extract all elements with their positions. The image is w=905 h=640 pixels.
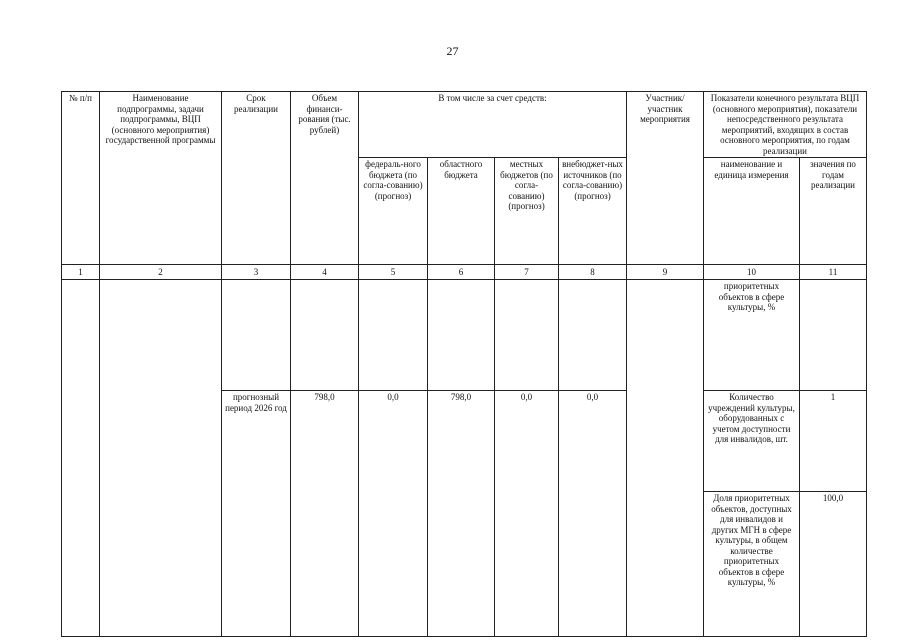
indicator-name-cell: Количество учреждений культуры, оборудованных с учетом доступности для инвалидов, шт. xyxy=(704,391,800,492)
column-number: 11 xyxy=(800,265,867,280)
indicator-name-cell: приоритетных объектов в сфере культуры, % xyxy=(704,280,800,391)
column-number: 1 xyxy=(62,265,100,280)
header-volume: Объем финанси-рования (тыс. рублей) xyxy=(291,92,359,265)
header-indicator-name: наименование и единица измерения xyxy=(704,158,800,265)
column-number: 6 xyxy=(428,265,495,280)
federal-cell xyxy=(359,280,428,391)
column-number: 7 xyxy=(495,265,559,280)
period-cell xyxy=(222,280,291,391)
header-local: местных бюджетов (по согла-сованию) (прогноз) xyxy=(495,158,559,265)
column-number: 2 xyxy=(100,265,222,280)
header-sources-group: В том числе за счет средств: xyxy=(359,92,627,158)
header-regional: областного бюджета xyxy=(428,158,495,265)
local-cell xyxy=(495,280,559,391)
regional-cell: 798,0 xyxy=(428,391,495,637)
local-cell: 0,0 xyxy=(495,391,559,637)
federal-cell: 0,0 xyxy=(359,391,428,637)
header-extrabudget: внебюджет-ных источников (по согла-сованию) (прогноз) xyxy=(559,158,627,265)
participant-cell xyxy=(627,280,704,637)
header-federal: федераль-ного бюджета (по согла-сованию) (прогноз) xyxy=(359,158,428,265)
volume-cell: 798,0 xyxy=(291,391,359,637)
column-number: 3 xyxy=(222,265,291,280)
page-number: 27 xyxy=(446,44,459,58)
column-number: 4 xyxy=(291,265,359,280)
header-indicators-group: Показатели конечного результата ВЦП (основного мероприятия), показатели непосредственного результата мероприятий, входящих в состав основного мероприятия, по годам реализации xyxy=(704,92,867,158)
column-number: 10 xyxy=(704,265,800,280)
regional-cell xyxy=(428,280,495,391)
period-cell: прогнозный период 2026 год xyxy=(222,391,291,637)
indicator-value-cell: 100,0 xyxy=(800,492,867,637)
indicator-name-cell: Доля приоритетных объектов, доступных для инвалидов и других МГН в сфере культуры, в общем количестве приоритетных объектов в сфере культуры, % xyxy=(704,492,800,637)
column-number: 8 xyxy=(559,265,627,280)
extrabudget-cell: 0,0 xyxy=(559,391,627,637)
column-number-row xyxy=(62,265,867,280)
header-row-1 xyxy=(62,92,867,158)
extrabudget-cell xyxy=(559,280,627,391)
header-participant: Участник/ участник мероприятия xyxy=(627,92,704,265)
column-number: 5 xyxy=(359,265,428,280)
header-name: Наименование подпрограммы, задачи подпрограммы, ВЦП (основного мероприятия) государственной программы xyxy=(100,92,222,265)
column-number: 9 xyxy=(627,265,704,280)
table-row xyxy=(62,280,867,391)
indicators-table xyxy=(61,91,867,637)
row-name-cell xyxy=(100,280,222,637)
header-indicator-value: значения по годам реализации xyxy=(800,158,867,265)
volume-cell xyxy=(291,280,359,391)
indicator-value-cell: 1 xyxy=(800,391,867,492)
header-period: Срок реализации xyxy=(222,92,291,265)
row-number-cell xyxy=(62,280,100,637)
indicator-value-cell xyxy=(800,280,867,391)
header-number: № п/п xyxy=(62,92,100,265)
